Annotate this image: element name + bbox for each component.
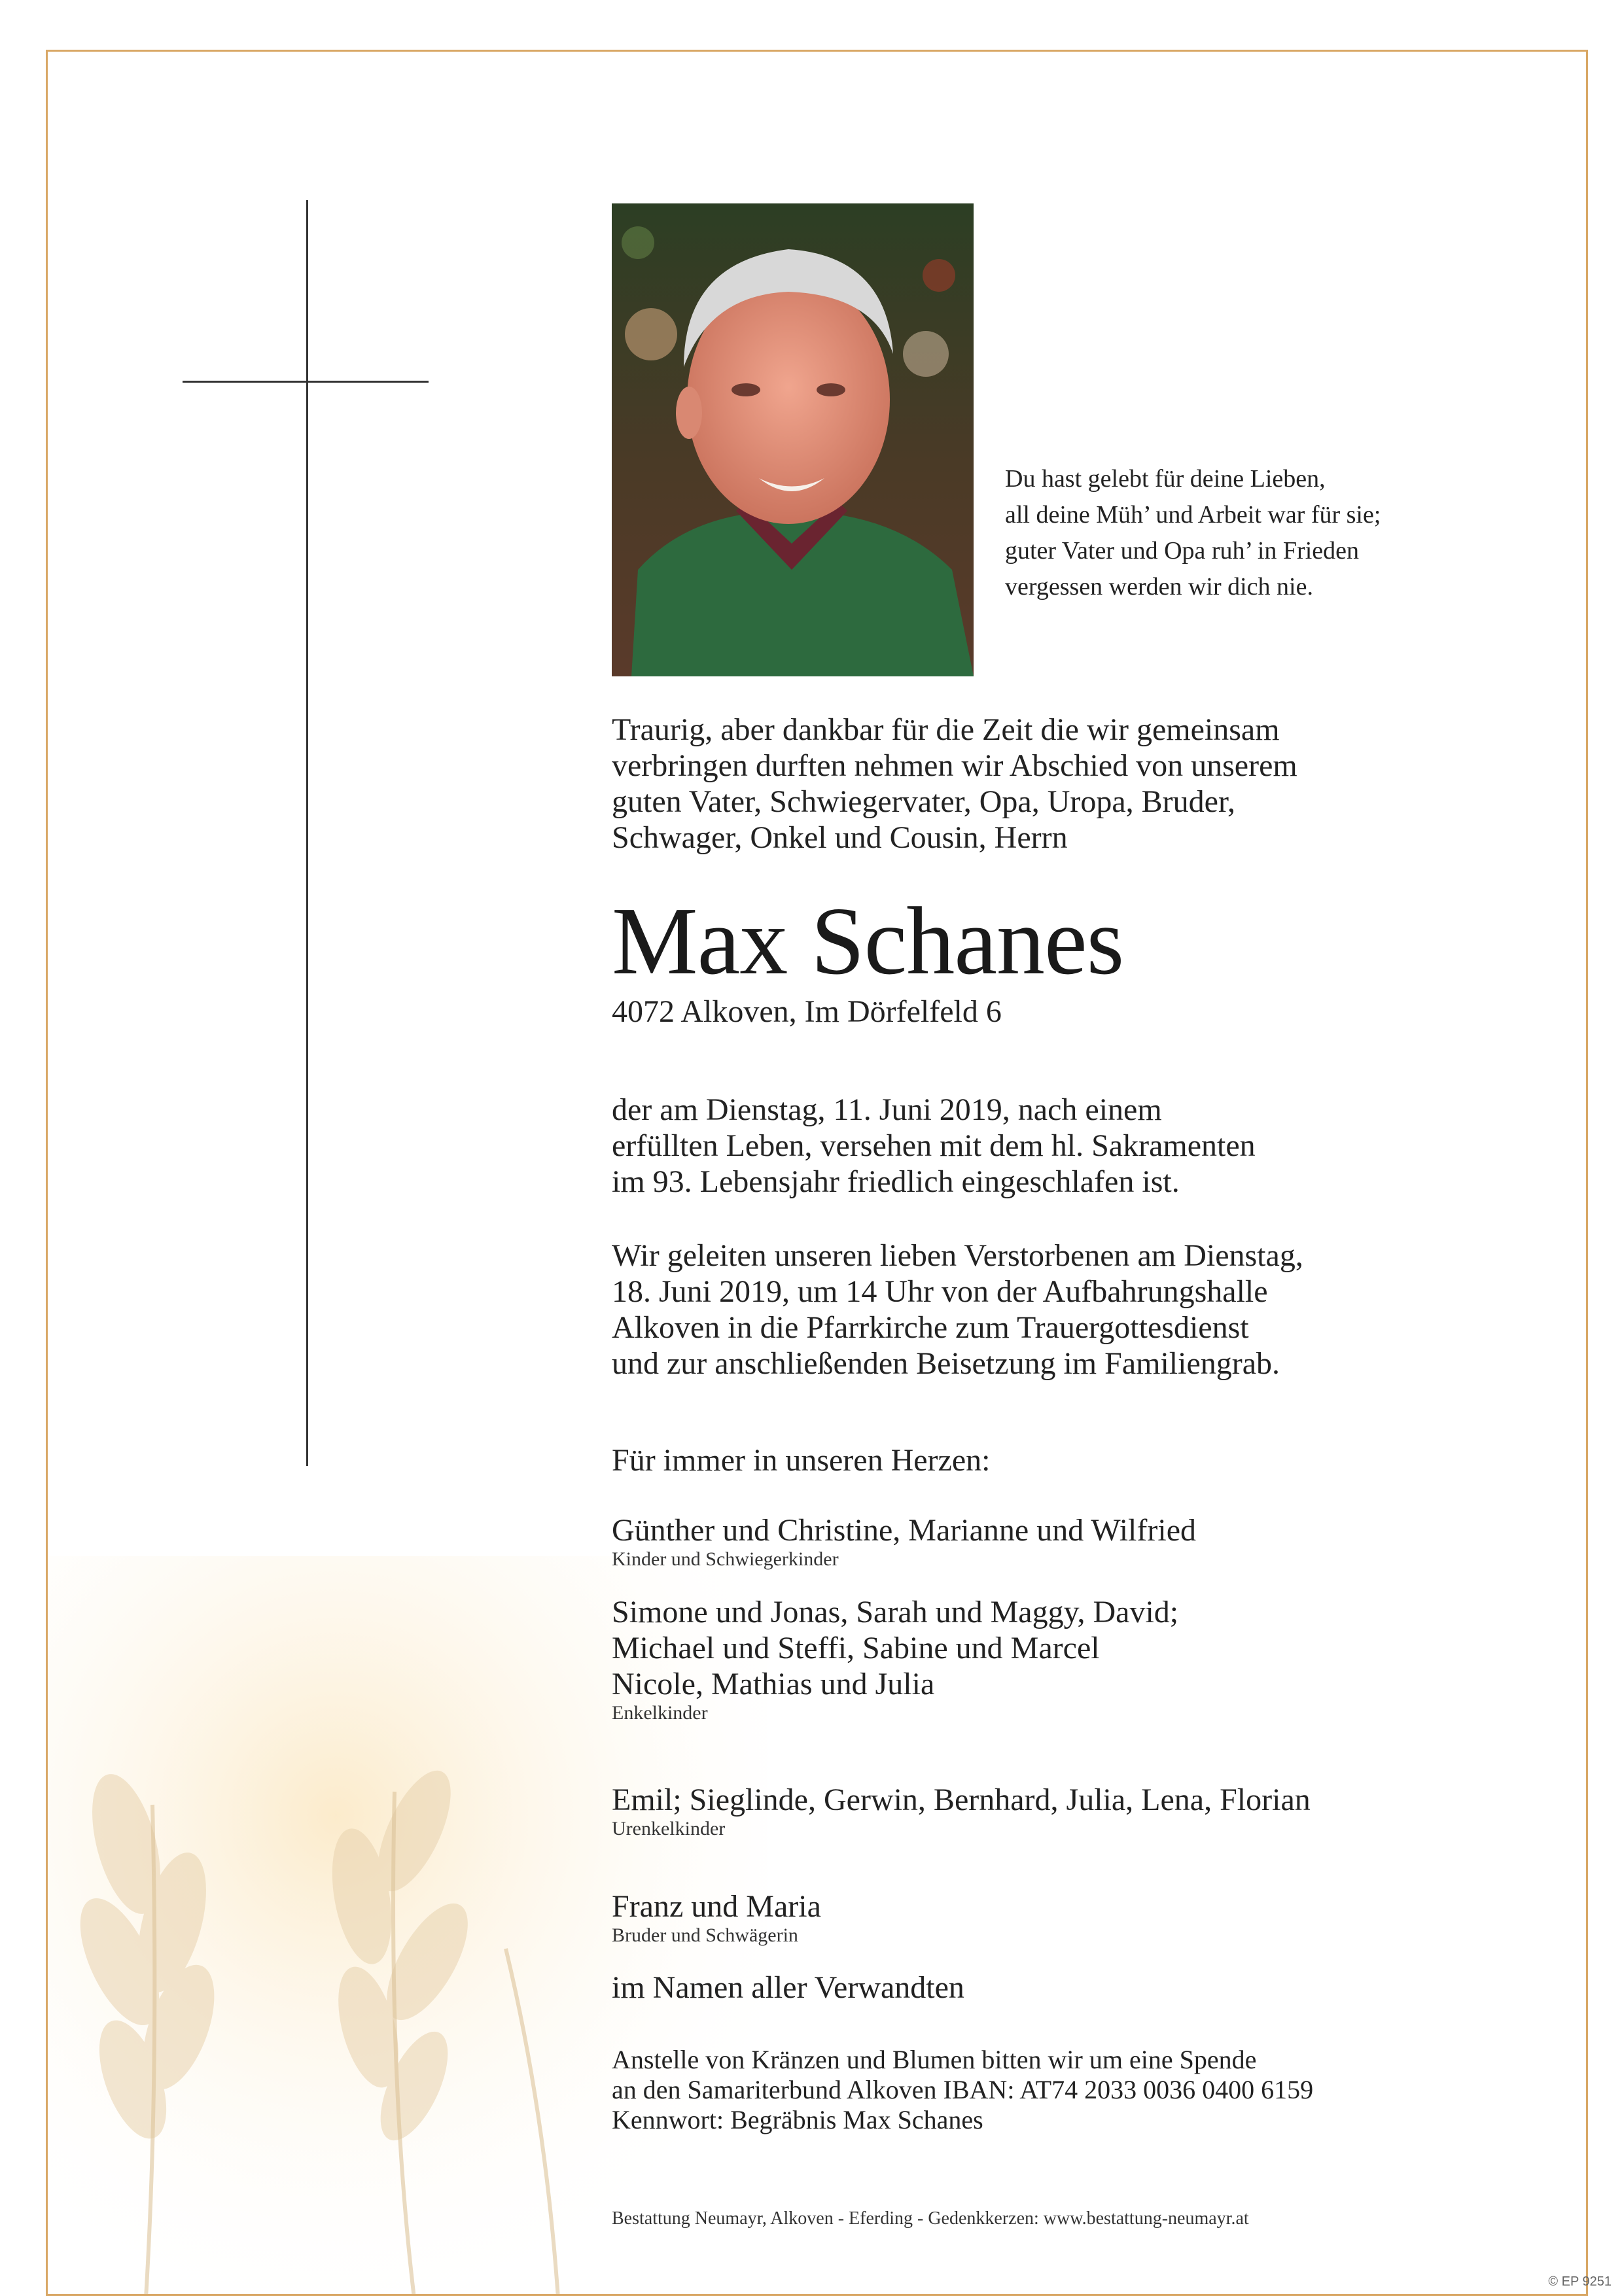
mourner-names: Nicole, Mathias und Julia [612, 1667, 935, 1701]
funeral-notice-line: und zur anschließenden Beisetzung im Familiengrab. [612, 1346, 1280, 1381]
portrait-photo [612, 203, 974, 676]
donation-request [612, 2045, 1313, 2135]
intro-line: Schwager, Onkel und Cousin, Herrn [612, 820, 1068, 855]
intro-line: guten Vater, Schwiegervater, Opa, Uropa, Bruder, [612, 784, 1236, 819]
mourner-names: Michael und Steffi, Sabine und Marcel [612, 1631, 1100, 1665]
deceased-address: 4072 Alkoven, Im Dörfelfeld 6 [612, 994, 1002, 1029]
notice-frame [46, 50, 1588, 2296]
mourner-group [612, 1888, 821, 1947]
funeral-notice [612, 1238, 1303, 1382]
death-notice-line: der am Dienstag, 11. Juni 2019, nach einem [612, 1092, 1162, 1127]
funeral-home-footer: Bestattung Neumayr, Alkoven - Eferding - Gedenkkerzen: www.bestattung-neumayr.at [612, 2208, 1249, 2229]
poem-line: Du hast gelebt für deine Lieben, [1005, 465, 1326, 493]
mourner-names: Günther und Christine, Marianne und Wilfried [612, 1513, 1196, 1548]
intro-line: Traurig, aber dankbar für die Zeit die wir gemeinsam [612, 712, 1280, 747]
mourner-names: Franz und Maria [612, 1889, 821, 1924]
intro-text [612, 712, 1297, 856]
mourner-relation: Enkelkinder [612, 1702, 708, 1724]
mourner-group [612, 1594, 1178, 1724]
donation-line: Anstelle von Kränzen und Blumen bitten wir um eine Spende [612, 2045, 1257, 2074]
death-notice-line: im 93. Lebensjahr friedlich eingeschlafen ist. [612, 1164, 1180, 1199]
mourner-group [612, 1782, 1311, 1840]
death-notice-line: erfüllten Leben, versehen mit dem hl. Sakramenten [612, 1128, 1256, 1163]
mourner-relation: Bruder und Schwägerin [612, 1924, 798, 1946]
deceased-name: Max Schanes [612, 888, 1124, 995]
donation-line: Kennwort: Begräbnis Max Schanes [612, 2105, 983, 2134]
funeral-notice-line: Alkoven in die Pfarrkirche zum Trauergottesdienst [612, 1310, 1249, 1345]
on-behalf: im Namen aller Verwandten [612, 1970, 964, 2005]
intro-line: verbringen durften nehmen wir Abschied von unserem [612, 748, 1297, 783]
cross-vertical-bar [306, 200, 308, 1466]
mourner-relation: Urenkelkinder [612, 1818, 726, 1839]
mourner-group [612, 1512, 1196, 1571]
document-code: © EP 9251 [1548, 2274, 1612, 2289]
mourner-names: Simone und Jonas, Sarah und Maggy, David; [612, 1595, 1179, 1629]
funeral-notice-line: 18. Juni 2019, um 14 Uhr von der Aufbahrungshalle [612, 1274, 1268, 1309]
cross-horizontal-bar [183, 381, 429, 383]
mourner-relation: Kinder und Schwiegerkinder [612, 1548, 839, 1570]
mourner-names: Emil; Sieglinde, Gerwin, Bernhard, Julia, Lena, Florian [612, 1783, 1311, 1817]
mourners-heading: Für immer in unseren Herzen: [612, 1443, 991, 1478]
death-notice [612, 1092, 1256, 1200]
poem [1005, 461, 1381, 605]
funeral-notice-line: Wir geleiten unseren lieben Verstorbenen am Dienstag, [612, 1238, 1303, 1273]
poem-line: all deine Müh’ und Arbeit war für sie; [1005, 501, 1381, 529]
donation-line: an den Samariterbund Alkoven IBAN: AT74 2033 0036 0400 6159 [612, 2075, 1314, 2104]
poem-line: vergessen werden wir dich nie. [1005, 573, 1313, 600]
poem-line: guter Vater und Opa ruh’ in Frieden [1005, 537, 1359, 565]
